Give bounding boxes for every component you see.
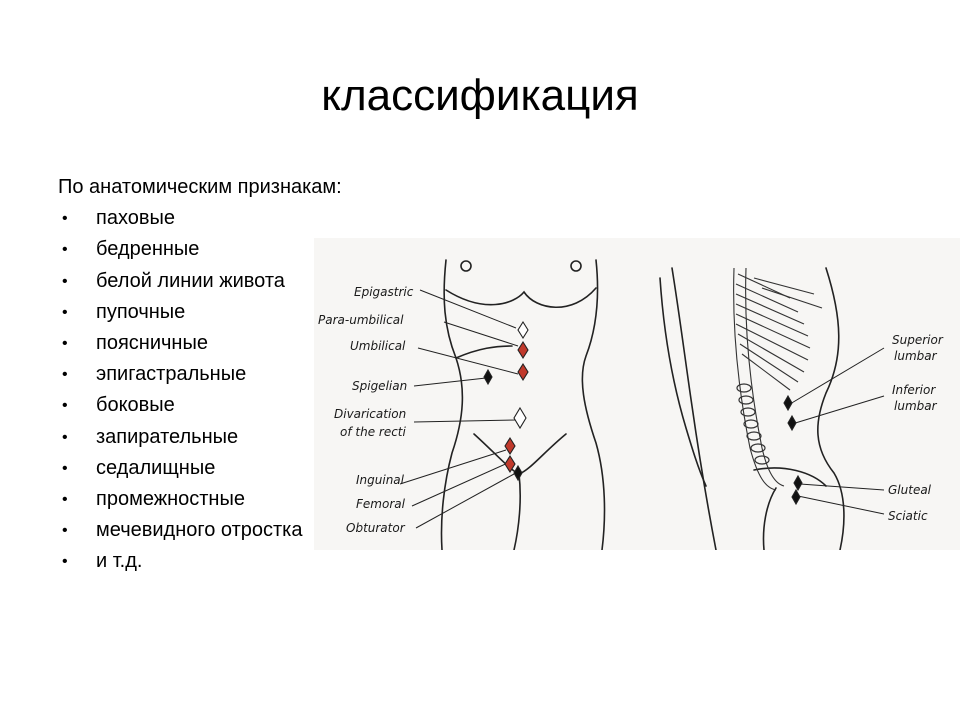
label-umbilical: Umbilical <box>350 339 406 353</box>
bullet-icon: • <box>62 241 68 259</box>
bullet-icon: • <box>62 428 68 446</box>
bullet-icon: • <box>62 459 68 477</box>
label-para-umbilical: Para-umbilical <box>318 313 404 327</box>
label-superior-1: Superior <box>892 333 943 347</box>
bullet-icon: • <box>62 522 68 540</box>
list-item: • и т.д. <box>58 546 478 577</box>
back-leg-line <box>764 488 777 550</box>
back-hernia-markers <box>784 396 802 504</box>
back-leader-lines <box>790 348 884 514</box>
bullet-icon: • <box>62 272 68 290</box>
spigelian-marker <box>484 370 492 384</box>
label-superior-2: lumbar <box>894 349 937 363</box>
label-inferior-1: Inferior <box>892 383 936 397</box>
label-spigelian: Spigelian <box>352 379 408 393</box>
list-item: • паховые <box>58 203 478 234</box>
divarication-marker <box>514 408 526 428</box>
back-torso-left-outline <box>672 268 716 550</box>
list-item: • белой линии живота <box>58 266 478 297</box>
list-item: • пупочные <box>58 297 478 328</box>
bullet-icon: • <box>62 397 68 415</box>
list-item: • мечевидного отростка <box>58 515 478 546</box>
label-divarication-2: of the recti <box>340 425 406 439</box>
list-item: • седалищные <box>58 453 478 484</box>
label-inguinal: Inguinal <box>356 473 404 487</box>
bullet-icon: • <box>62 491 68 509</box>
label-inferior-2: lumbar <box>894 399 937 413</box>
epigastric-marker <box>518 322 528 338</box>
list-item: • боковые <box>58 390 478 421</box>
label-obturator: Obturator <box>346 521 405 535</box>
obturator-marker <box>514 466 522 480</box>
list-item: • промежностные <box>58 484 478 515</box>
front-groin-curve <box>474 434 566 474</box>
bullet-icon: • <box>62 335 68 353</box>
classification-text <box>58 172 478 578</box>
superior-lumbar-marker <box>784 396 792 410</box>
label-divarication-1: Divarication <box>334 407 407 421</box>
label-gluteal: Gluteal <box>888 483 932 497</box>
gluteal-marker <box>794 476 802 490</box>
label-epigastric: Epigastric <box>354 285 414 299</box>
bullet-icon: • <box>62 553 68 571</box>
umbilical-marker <box>518 364 528 380</box>
list-item: • запирательные <box>58 422 478 453</box>
intro-line: По анатомическим признакам: <box>58 176 342 198</box>
label-sciatic: Sciatic <box>888 509 928 523</box>
hernia-type-list <box>58 203 478 577</box>
list-item: • бедренные <box>58 234 478 265</box>
slide-title: классификация <box>321 71 639 120</box>
front-leg-inner <box>514 474 520 550</box>
sciatic-marker <box>792 490 800 504</box>
back-ribcage-hatch <box>734 268 822 490</box>
inguinal-marker <box>505 438 515 454</box>
para-umbilical-marker <box>518 342 528 358</box>
inferior-lumbar-marker <box>788 416 796 430</box>
bullet-icon: • <box>62 303 68 321</box>
list-item: • поясничные <box>58 328 478 359</box>
list-item: • эпигастральные <box>58 359 478 390</box>
label-femoral: Femoral <box>356 497 405 511</box>
bullet-icon: • <box>62 210 68 228</box>
bullet-icon: • <box>62 366 68 384</box>
front-torso-right-outline <box>582 260 604 550</box>
